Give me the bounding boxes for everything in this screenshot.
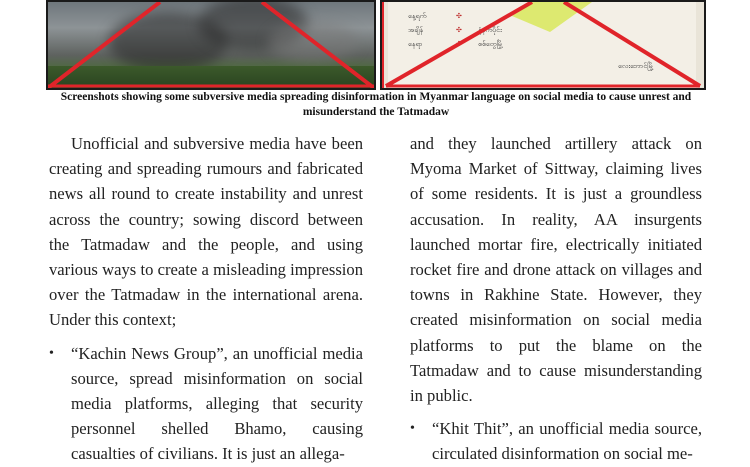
bullet-item: [410, 416, 702, 466]
bullet-text: “Kachin News Group”, an unofficial media source, spread misinformation on social media platforms, alleging that security personnel shelled Bhamo, causing casualties of civilians. It is just an allega-: [71, 343, 363, 464]
mm-text: နေ့ရက်: [408, 12, 427, 20]
red-cross-right: [382, 2, 704, 88]
bullet-dot: •: [49, 345, 54, 361]
mm-text: နေရာ: [408, 40, 423, 48]
smoke-photo: [46, 0, 376, 90]
mm-text: အချိန်: [408, 26, 424, 34]
document-photo: နေ့ရက် ✣ အချိန် ✣ နေရာ နံနက်ပိုင်း စစ်တွေမြို့ လေးဘောင်မြို့: [380, 0, 706, 90]
bullet-dot: •: [410, 421, 415, 437]
right-column: [410, 131, 702, 467]
screenshot-photos: [46, 0, 706, 88]
left-column: [49, 131, 363, 467]
bullet-item: [49, 341, 363, 467]
bullet-text: “Khit Thit”, an unofficial media source, circulated disinformation on social me-: [432, 419, 702, 464]
red-cross-left: [48, 2, 374, 88]
continued-paragraph: and they launched artillery attack on Myoma Market of Sittway, claiming lives of some residents. It is just a groundless accusation. In reality, AA insurgents launched mortar fire, electrically initiated rocket fire and drone attack on villages and towns in Rakhine State. However, they created misinformation on social media platforms to put the blame on the Tatmadaw and to cause misunderstanding in public.: [410, 134, 702, 406]
intro-paragraph: Unofficial and subversive media have been creating and spreading rumours and fabricated news all round to create instability and unrest across the country; sowing discord between the Tatmadaw and the people, and using various ways to create a misleading impression over the Tatmadaw in the international arena. Under this context;: [49, 134, 363, 330]
figure-caption: Screenshots showing some subversive media spreading disinformation in Myanmar language on social media to cause unrest and misunderstand the Tatmadaw: [60, 91, 692, 118]
